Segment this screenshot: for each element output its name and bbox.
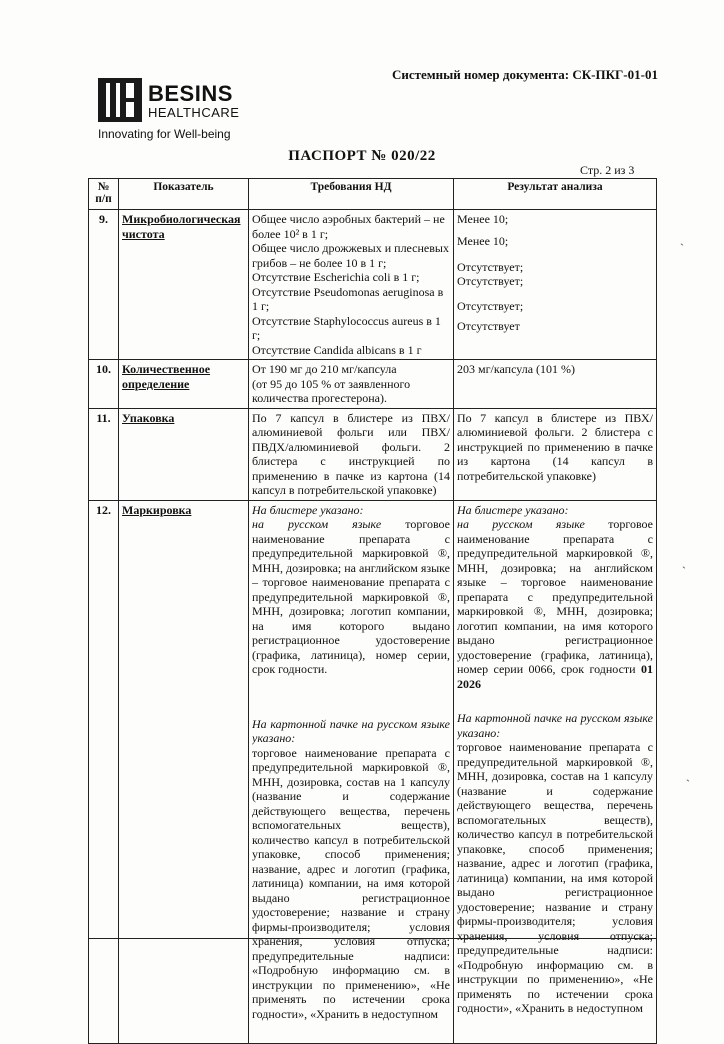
- res-line: Менее 10;: [457, 212, 509, 226]
- row-requirements: [249, 500, 454, 1043]
- row-indicator: Микробиологическая чистота: [119, 210, 249, 360]
- req-line: Общее число аэробных бактерий – не более 10² в 1 г;: [252, 212, 445, 241]
- row-indicator: Количественное определение: [119, 360, 249, 409]
- margin-mark: ˏ: [682, 555, 686, 569]
- language-label: на русском языке: [252, 517, 382, 531]
- row-requirements: [249, 360, 454, 409]
- row-requirements: По 7 капсул в блистере из ПВХ/алюминиевой фольги или ПВХ/ПВДХ/алюминиевой фольги. 2 блистера с инструкцией по применению в пачке из картона (14 капсул в потребительской упаковке): [249, 408, 454, 500]
- row-result: [454, 500, 657, 1043]
- logo-tagline: Innovating for Well-being: [98, 127, 231, 141]
- row-number: 12.: [89, 500, 119, 1043]
- row-result: По 7 капсул в блистере из ПВХ/алюминиевой фольги. 2 блистера с инструкцией по применению в пачке из картона (14 капсул в потребительской упаковке): [454, 408, 657, 500]
- req-line: Отсутствие Pseudomonas aeruginosa в 1 г;: [252, 284, 444, 313]
- res-line: Отсутствует;: [457, 260, 524, 274]
- row-result: [454, 360, 657, 409]
- row-indicator: Маркировка: [119, 500, 249, 1043]
- table-row: [89, 360, 657, 409]
- row-number: 10.: [89, 360, 119, 409]
- req-line: Отсутствие Escherichia coli в 1 г;: [252, 270, 420, 284]
- margin-mark: ˏ: [680, 232, 684, 246]
- row-indicator: Упаковка: [119, 408, 249, 500]
- header-requirements: Требования НД: [249, 179, 454, 210]
- res-line: Менее 10;: [457, 234, 509, 248]
- table-header-row: [89, 179, 657, 210]
- req-line: От 190 мг до 210 мг/капсула: [252, 362, 397, 376]
- req-line: Отсутствие Staphylococcus aureus в 1 г;: [252, 313, 441, 342]
- page-title: ПАСПОРТ № 020/22: [288, 148, 436, 164]
- row-result: [454, 210, 657, 360]
- req-line: Общее число дрожжевых и плесневых грибов – не более 10 в 1 г;: [252, 241, 449, 270]
- blister-text: торговое наименование препарата с предупредительной маркировкой ®, МНН, дозировка; на английском языке – торговое наименование препарата с предупредительной маркировкой ®, МНН, дозировка; логотип компании, на имя которого выдано регистрационное удостоверение (графика, латиница), номер серии 0066, срок годности: [457, 517, 653, 676]
- row-number: 11.: [89, 408, 119, 500]
- analysis-table: [88, 178, 657, 1044]
- table-row: [89, 210, 657, 360]
- carton-heading: На картонной пачке на русском языке указано:: [457, 711, 653, 740]
- expiry-date: 01 2026: [457, 662, 653, 691]
- margin-mark: ˏ: [686, 768, 690, 782]
- req-line: Отсутствие Candida albicans в 1 г: [252, 342, 422, 357]
- row-number: 9.: [89, 210, 119, 360]
- carton-text: торговое наименование препарата с предупредительной маркировкой ®, МНН, дозировка, состав на 1 капсулу (название и содержание действующего вещества, перечень вспомогательных веществ), количество капсул в потребительской упаковке, способ применения; название, адрес и логотип (графика, латиница) компании, на имя которой выдано регистрационное удостоверение; название и страну фирмы-производителя; условия хранения, условия отпуска; предупредительные надписи: «Подробную информацию см. в инструкции по применению», «Не применять по истечении срока годности», «Хранить в недоступном: [457, 740, 653, 1015]
- header-result: Результат анализа: [454, 179, 657, 210]
- table-row: [89, 500, 657, 1043]
- blister-heading: На блистере указано:: [457, 502, 569, 517]
- table-bottom-border: [88, 938, 656, 939]
- table-row: [89, 408, 657, 500]
- res-line: 203 мг/капсула (101 %): [457, 362, 576, 376]
- row-requirements: [249, 210, 454, 360]
- header-number: № п/п: [89, 179, 119, 210]
- res-line: Отсутствует;: [457, 274, 524, 288]
- carton-text: торговое наименование препарата с предупредительной маркировкой ®, МНН, дозировка, состав на 1 капсулу (название и содержание действующего вещества, перечень вспомогательных веществ), количество капсул в потребительской упаковке, способ применения; название, адрес и логотип (графика, латиница) компании, на имя которой выдано регистрационное удостоверение; название и страну фирмы-производителя; условия хранения, условия отпуска; предупредительные надписи: «Подробную информацию см. в инструкции по применению», «Не применять по истечении срока годности», «Хранить в недоступном: [252, 745, 450, 1021]
- header-indicator: Показатель: [119, 179, 249, 210]
- system-document-number: Системный номер документа: СК-ПКГ-01-01: [392, 67, 658, 82]
- res-line: Отсутствует;: [457, 299, 524, 313]
- res-line: Отсутствует: [457, 319, 520, 333]
- req-line: (от 95 до 105 % от заявленного количества прогестерона).: [252, 376, 411, 405]
- page-number: Стр. 2 из 3: [580, 163, 635, 177]
- blister-text: торговое наименование препарата с предупредительной маркировкой ®, МНН, дозировка; на английском языке – торговое наименование препарата с предупредительной маркировкой ®, МНН, дозировка; логотип компании, на имя которого выдано регистрационное удостоверение (графика, латиница), номер серии, срок годности.: [252, 517, 450, 676]
- logo-subtitle: HEALTHCARE: [148, 105, 240, 120]
- besins-logo-icon: [98, 78, 142, 122]
- logo-company-name: BESINS: [148, 81, 233, 106]
- blister-heading: На блистере указано:: [252, 502, 364, 517]
- language-label: на русском языке: [457, 517, 585, 531]
- carton-heading: На картонной пачке на русском языке указано:: [252, 716, 450, 745]
